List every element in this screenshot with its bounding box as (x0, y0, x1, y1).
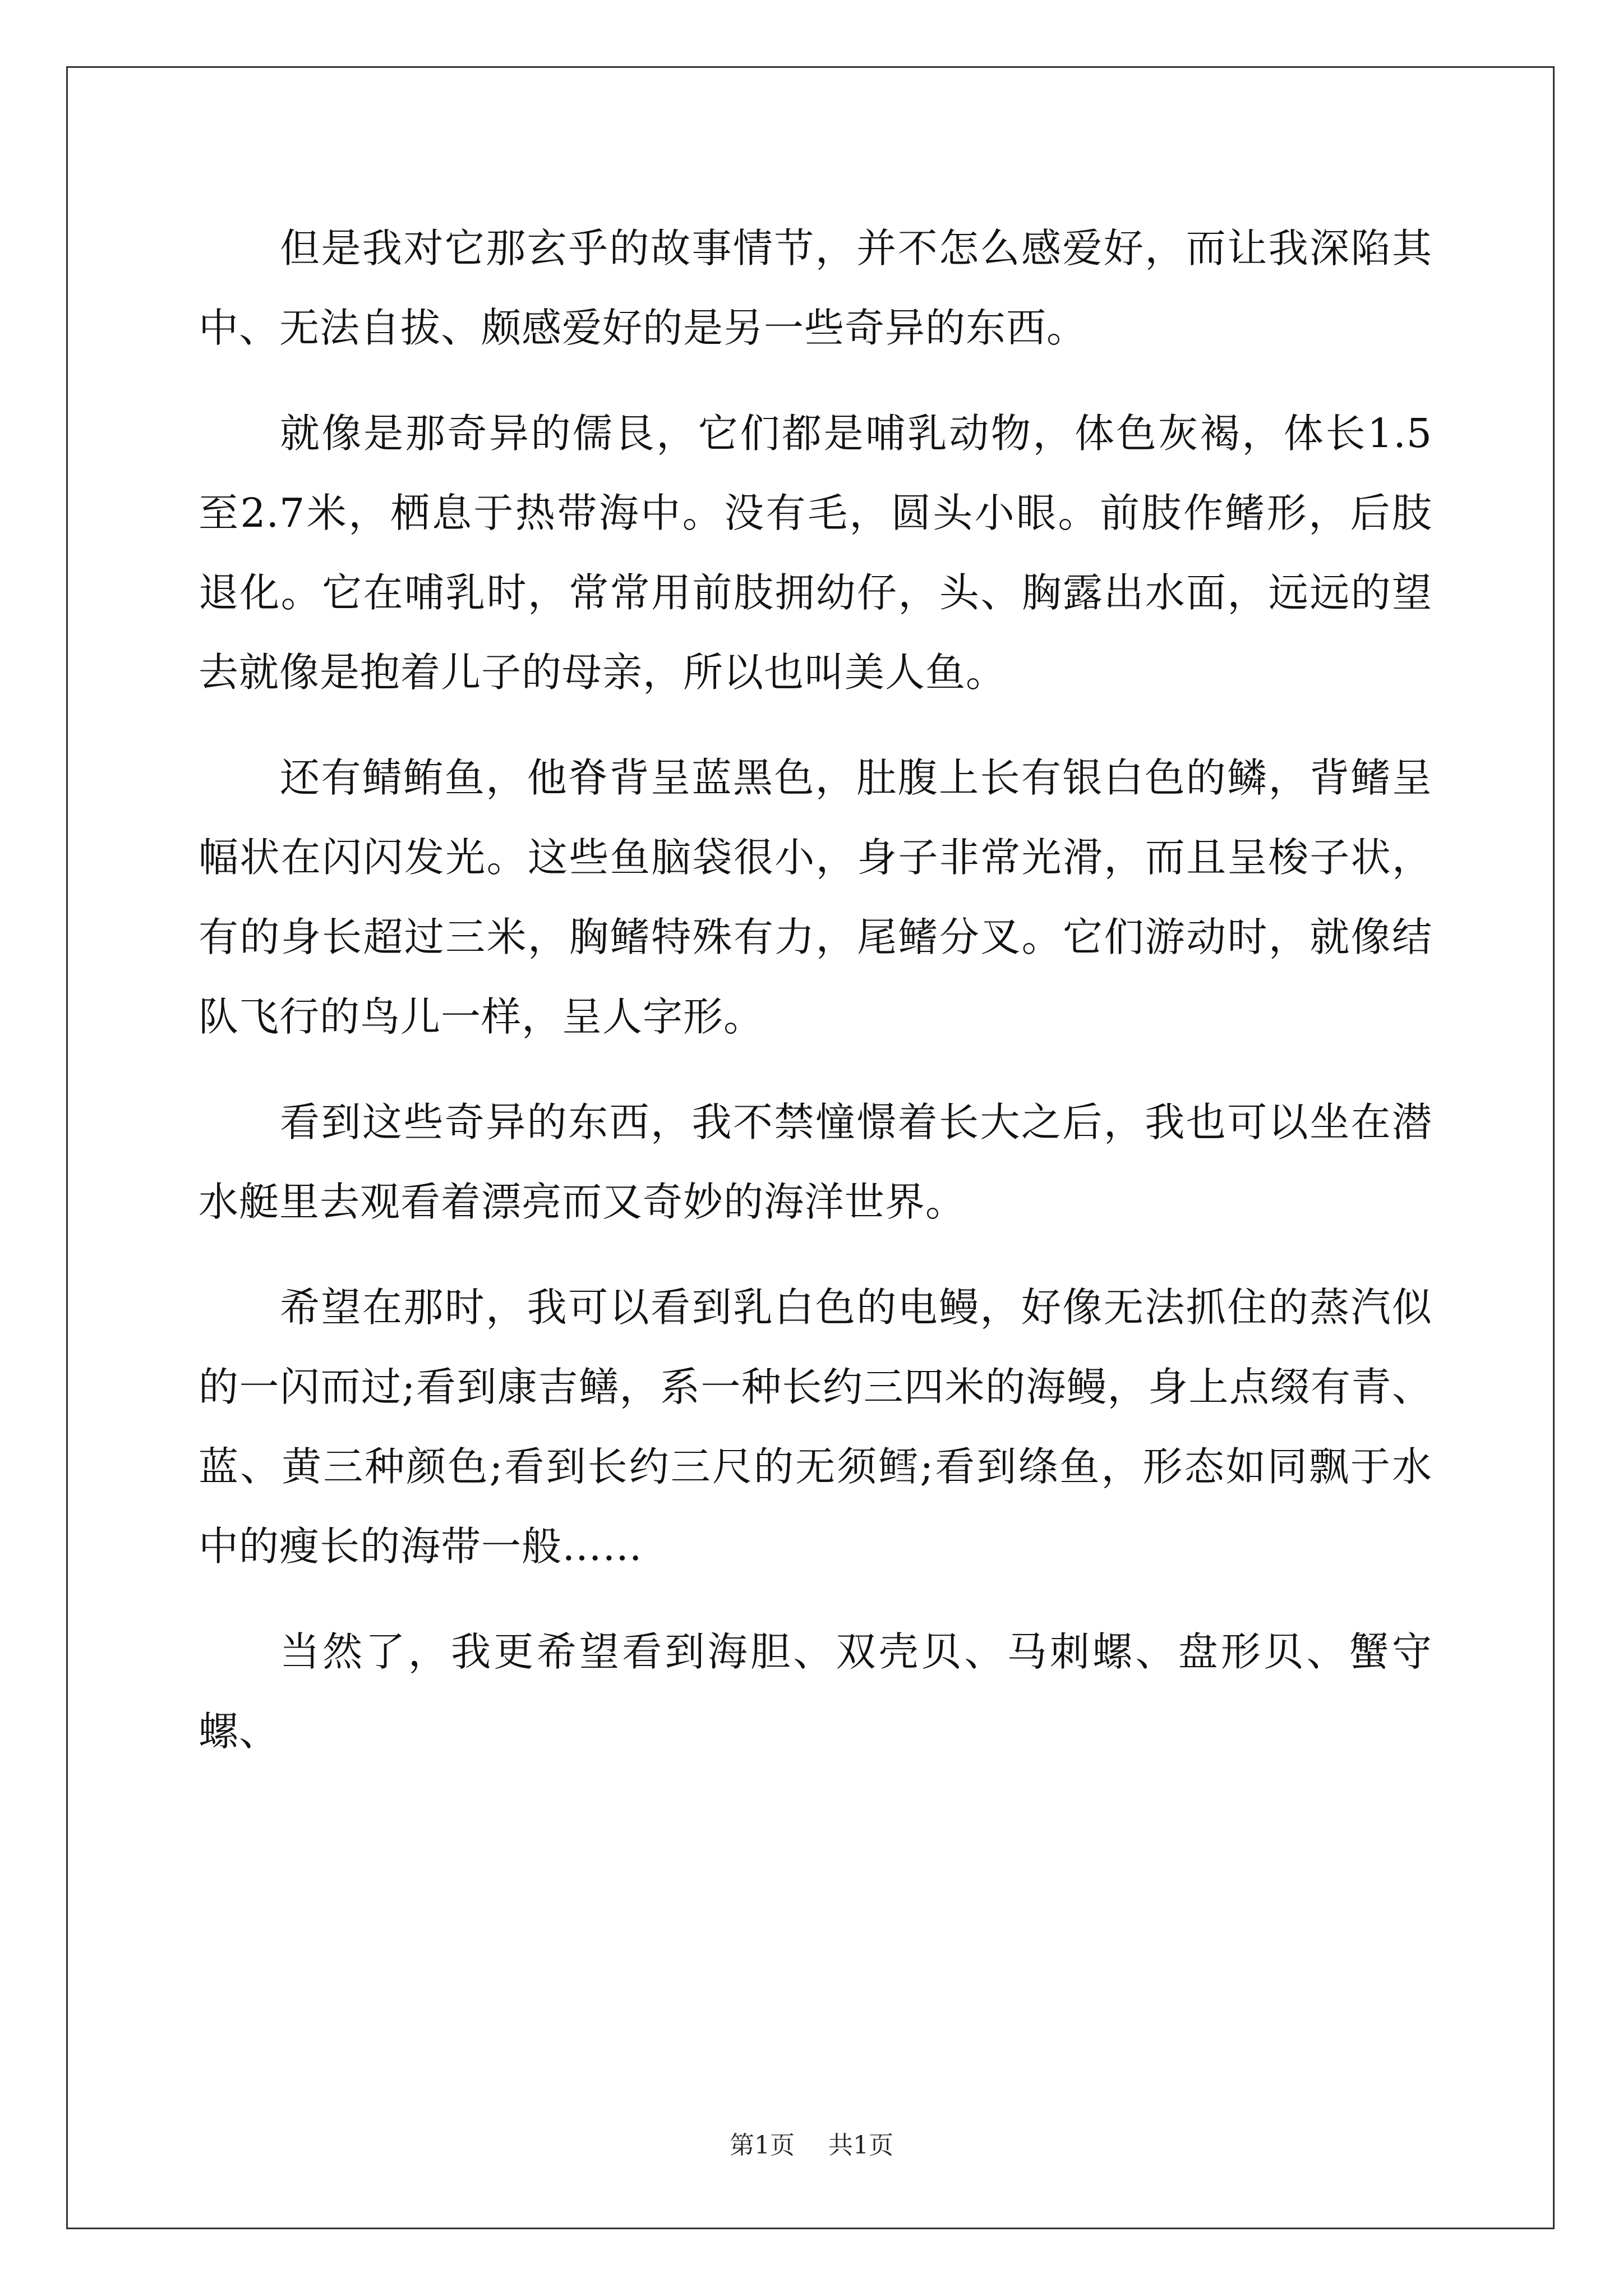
paragraph-1: 但是我对它那玄乎的故事情节，并不怎么感爱好，而让我深陷其中、无法自拔、颇感爱好的是另一些奇异的东西。 (199, 225, 1432, 351)
paragraph-2: 就像是那奇异的儒艮，它们都是哺乳动物，体色灰褐，体长1.5至2.7米，栖息于热带海中。没有毛，圆头小眼。前肢作鳍形，后肢退化。它在哺乳时，常常用前肢拥幼仔，头、胸露出水面，远远的望去就像是抱着儿子的母亲，所以也叫美人鱼。 (199, 410, 1432, 696)
paragraph-4: 看到这些奇异的东西，我不禁憧憬着长大之后，我也可以坐在潜水艇里去观看着漂亮而又奇妙的海洋世界。 (199, 1099, 1432, 1225)
paragraph-3: 还有鲭鲔鱼，他脊背呈蓝黑色，肚腹上长有银白色的鳞，背鳍呈幅状在闪闪发光。这些鱼脑袋很小，身子非常光滑，而且呈梭子状，有的身长超过三米，胸鳍特殊有力，尾鳍分叉。它们游动时，就像结队飞行的鸟儿一样，呈人字形。 (199, 754, 1432, 1040)
paragraph-5: 希望在那时，我可以看到乳白色的电鳗，好像无法抓住的蒸汽似的一闪而过;看到康吉鳝，系一种长约三四米的海鳗，身上点缀有青、蓝、黄三种颜色;看到长约三尺的无须鳕;看到绦鱼，形态如同飘于水中的瘦长的海带一般…… (199, 1284, 1432, 1570)
document-body (199, 209, 1432, 1797)
page-number: 第1页 (730, 2131, 795, 2160)
paragraph-6: 当然了，我更希望看到海胆、双壳贝、马刺螺、盘形贝、蟹守螺、 (199, 1628, 1432, 1755)
page-footer (0, 2129, 1623, 2162)
page-total: 共1页 (828, 2131, 893, 2160)
